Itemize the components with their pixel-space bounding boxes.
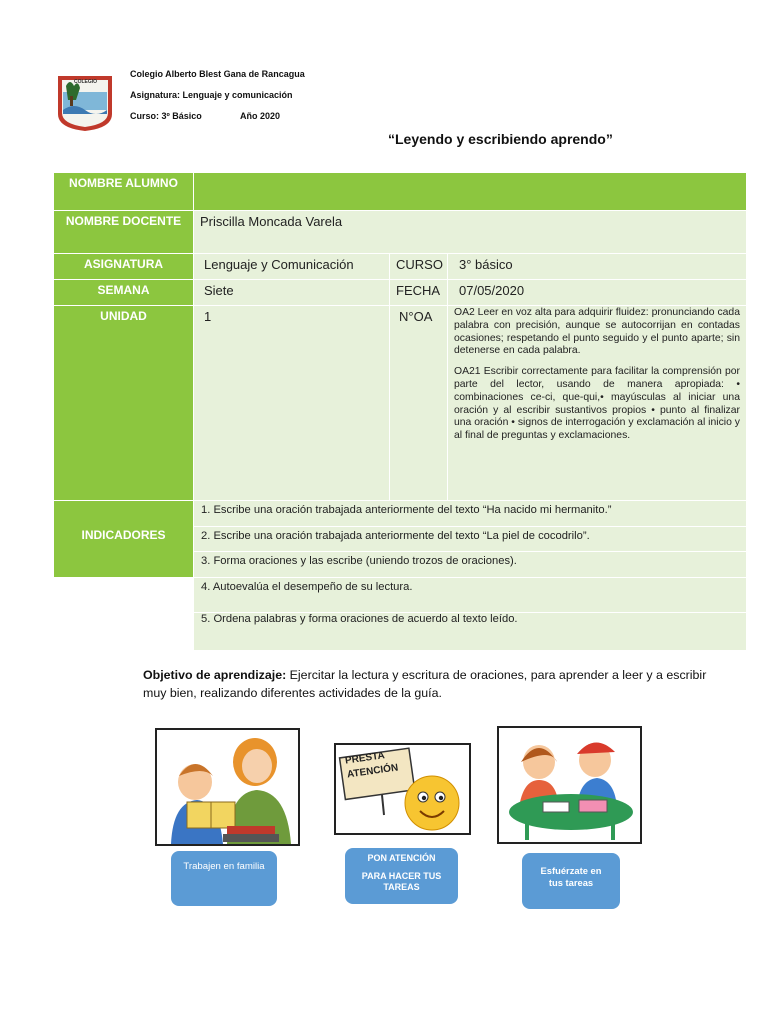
attention-box-line-1: PON ATENCIÓN [367,853,436,863]
effort-box: Esfuérzate en tus tareas [522,853,620,909]
indicator-item: 4. Autoevalúa el desempeño de su lectura. [194,578,746,612]
year-line: Año 2020 [240,111,281,121]
course-value: 3° básico [448,254,746,279]
attention-box-line-2: PARA HACER TUS TAREAS [361,871,442,892]
indicators-label: INDICADORES [54,501,193,577]
motto-title: “Leyendo y escribiendo aprendo” [388,131,613,147]
school-logo [54,74,116,132]
pay-attention-illustration [334,743,471,835]
course-line: Curso: 3º Básico [130,111,202,121]
unit-label: UNIDAD [54,306,193,500]
subject-value: Lenguaje y Comunicación [194,254,389,279]
indicator-item: 5. Ordena palabras y forma oraciones de acuerdo al texto leído. [194,613,746,650]
date-value: 07/05/2020 [448,280,746,305]
unit-value: 1 [194,306,389,500]
family-work-box: Trabajen en familia [171,851,277,906]
indicator-item: 2. Escribe una oración trabajada anteriormente del texto “La piel de cocodrilo”. [194,527,746,551]
indicator-item: 3. Forma oraciones y las escribe (uniendo trozos de oraciones). [194,552,746,577]
teacher-name: Priscilla Moncada Varela [194,211,746,253]
oa21-text: OA21 Escribir correctamente para facilitar la comprensión por parte del lector, usando de manera apropiada: • combinaciones ce-ci, que-qui,• mayúsculas al iniciar una oración y al escribir sustantivos propios • punto al finalizar una oración • signos de interrogación y exclamación al inicio y al final de preguntas y exclamaciones. [454,366,740,442]
date-label: FECHA [390,280,447,305]
learning-objective [143,666,713,702]
children-studying-illustration [497,726,642,844]
logo-text: COLEGIO [74,79,98,85]
oa-content [448,306,746,500]
course-label: CURSO [390,254,447,279]
sign-line-2: ATENCIÓN [346,762,399,781]
objective-text: Ejercitar la lectura y escritura de oraciones, para aprender a leer y a escribir muy bien, realizando diferentes actividades de la guía. [143,668,707,700]
family-reading-illustration [155,728,300,846]
teacher-label: NOMBRE DOCENTE [54,211,193,253]
oa-label: N°OA [390,306,447,500]
week-label: SEMANA [54,280,193,305]
student-label: NOMBRE ALUMNO [54,173,193,210]
attention-box [345,848,458,904]
sign-line-1: PRESTA [344,750,386,767]
subject-line: Asignatura: Lenguaje y comunicación [130,90,293,100]
subject-label: ASIGNATURA [54,254,193,279]
objective-label: Objetivo de aprendizaje: [143,668,287,682]
student-name-field[interactable] [194,173,746,210]
oa2-text: OA2 Leer en voz alta para adquirir fluidez: pronunciando cada palabra con precisión, aunque se autocorrijan en contadas ocasiones; respetando el punto seguido y el punto aparte; sin detenerse en cada palabra. [454,307,740,357]
indicator-item: 1. Escribe una oración trabajada anteriormente del texto “Ha nacido mi hermanito.” [194,501,746,526]
school-name: Colegio Alberto Blest Gana de Rancagua [130,69,305,79]
week-value: Siete [194,280,389,305]
